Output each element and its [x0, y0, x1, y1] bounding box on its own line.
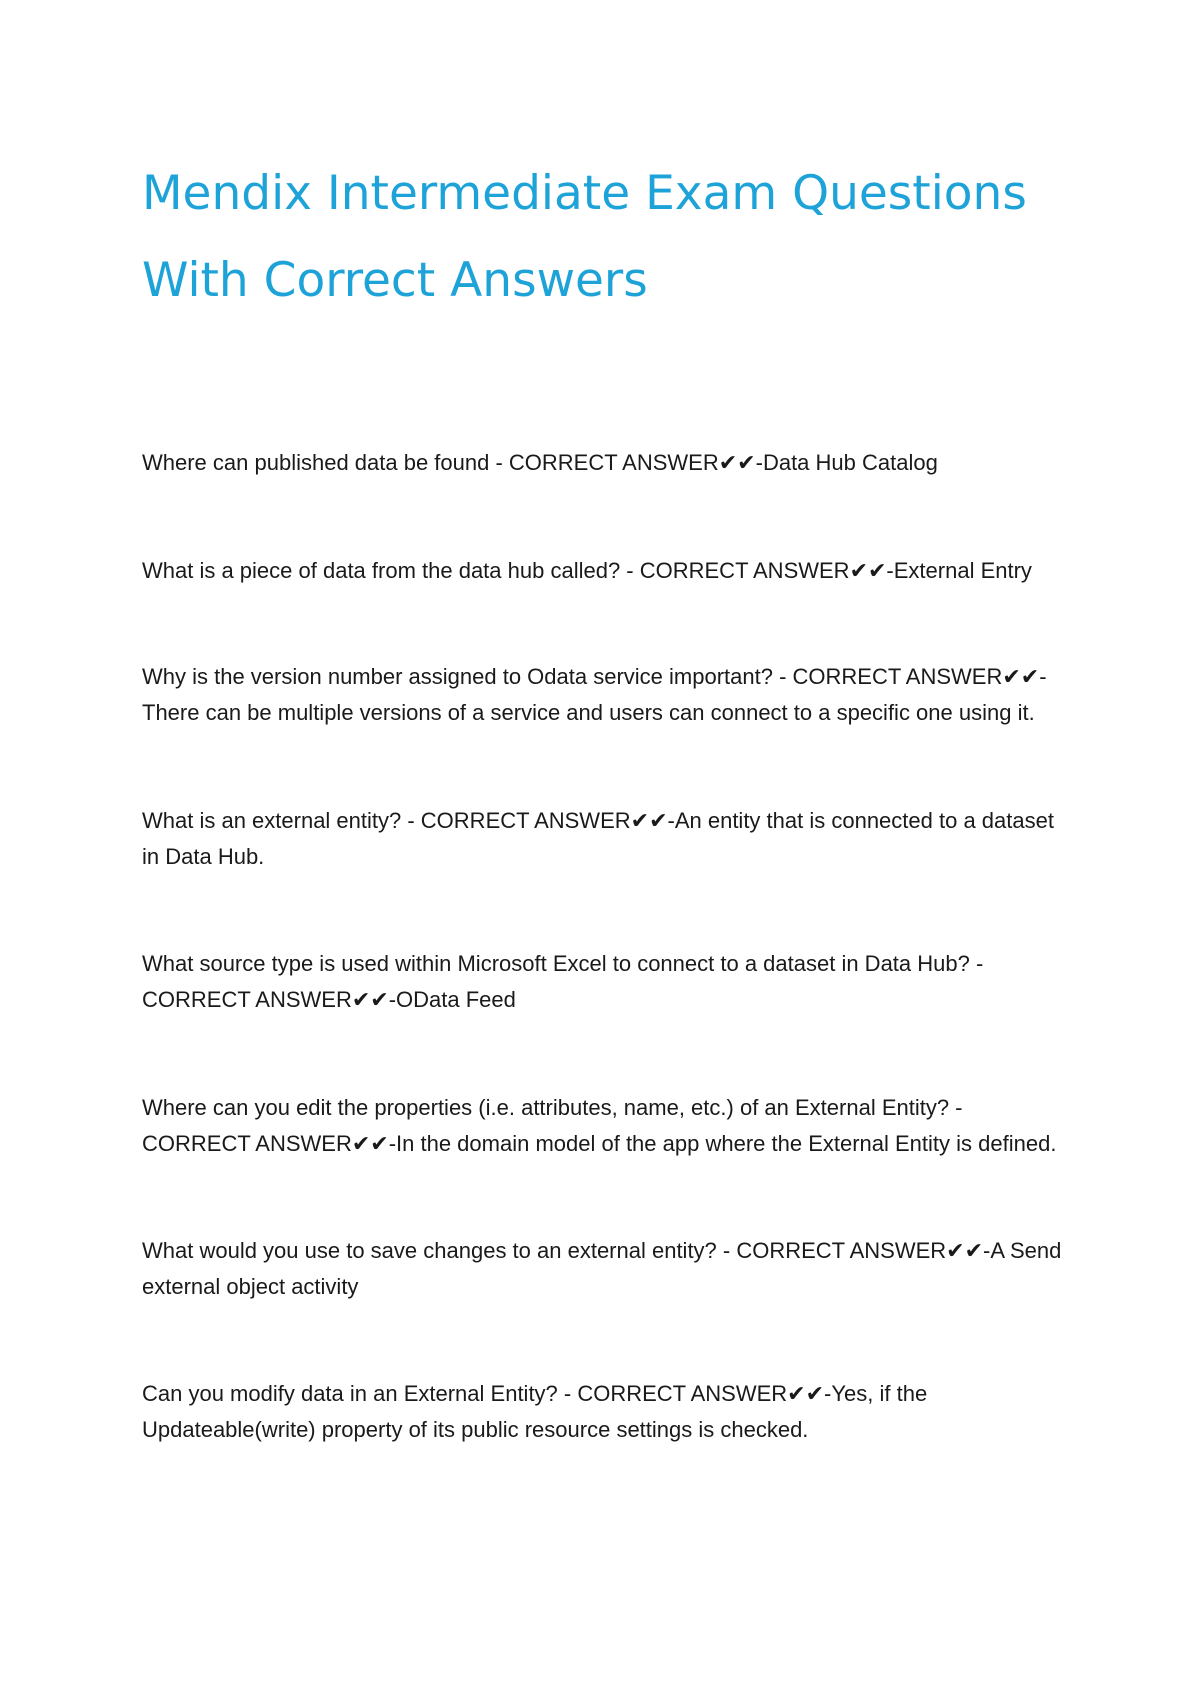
qa-line: What is a piece of data from the data hub called? - CORRECT ANSWER✔✔-External Entry	[142, 558, 1032, 583]
qa-item-7	[142, 1233, 1072, 1305]
qa-item-1	[142, 445, 1072, 481]
qa-item-8	[142, 1376, 1072, 1448]
qa-line: Where can published data be found - CORRECT ANSWER✔✔-Data Hub Catalog	[142, 450, 938, 475]
qa-line: Updateable(write) property of its public resource settings is checked.	[142, 1417, 809, 1442]
document-title	[142, 150, 1042, 324]
document-title-line-1: Mendix Intermediate Exam Questions	[142, 166, 1027, 221]
qa-line: CORRECT ANSWER✔✔-OData Feed	[142, 987, 516, 1012]
qa-line: external object activity	[142, 1274, 359, 1299]
qa-line: Where can you edit the properties (i.e. attributes, name, etc.) of an External Entity? -	[142, 1095, 963, 1120]
qa-line: What source type is used within Microsoft Excel to connect to a dataset in Data Hub? -	[142, 951, 984, 976]
qa-item-6	[142, 1090, 1072, 1162]
qa-item-2	[142, 553, 1072, 589]
qa-line: What is an external entity? - CORRECT ANSWER✔✔-An entity that is connected to a dataset	[142, 808, 1054, 833]
document-title-line-2: With Correct Answers	[142, 253, 648, 308]
qa-line: Can you modify data in an External Entity? - CORRECT ANSWER✔✔-Yes, if the	[142, 1381, 928, 1406]
qa-item-4	[142, 803, 1072, 875]
qa-item-5	[142, 946, 1072, 1018]
qa-line: CORRECT ANSWER✔✔-In the domain model of the app where the External Entity is defined.	[142, 1131, 1057, 1156]
qa-item-3	[142, 659, 1072, 731]
qa-line: in Data Hub.	[142, 844, 265, 869]
qa-line: Why is the version number assigned to Odata service important? - CORRECT ANSWER✔✔-	[142, 664, 1047, 689]
qa-line: What would you use to save changes to an external entity? - CORRECT ANSWER✔✔-A Send	[142, 1238, 1062, 1263]
qa-line: There can be multiple versions of a service and users can connect to a specific one using it.	[142, 700, 1035, 725]
